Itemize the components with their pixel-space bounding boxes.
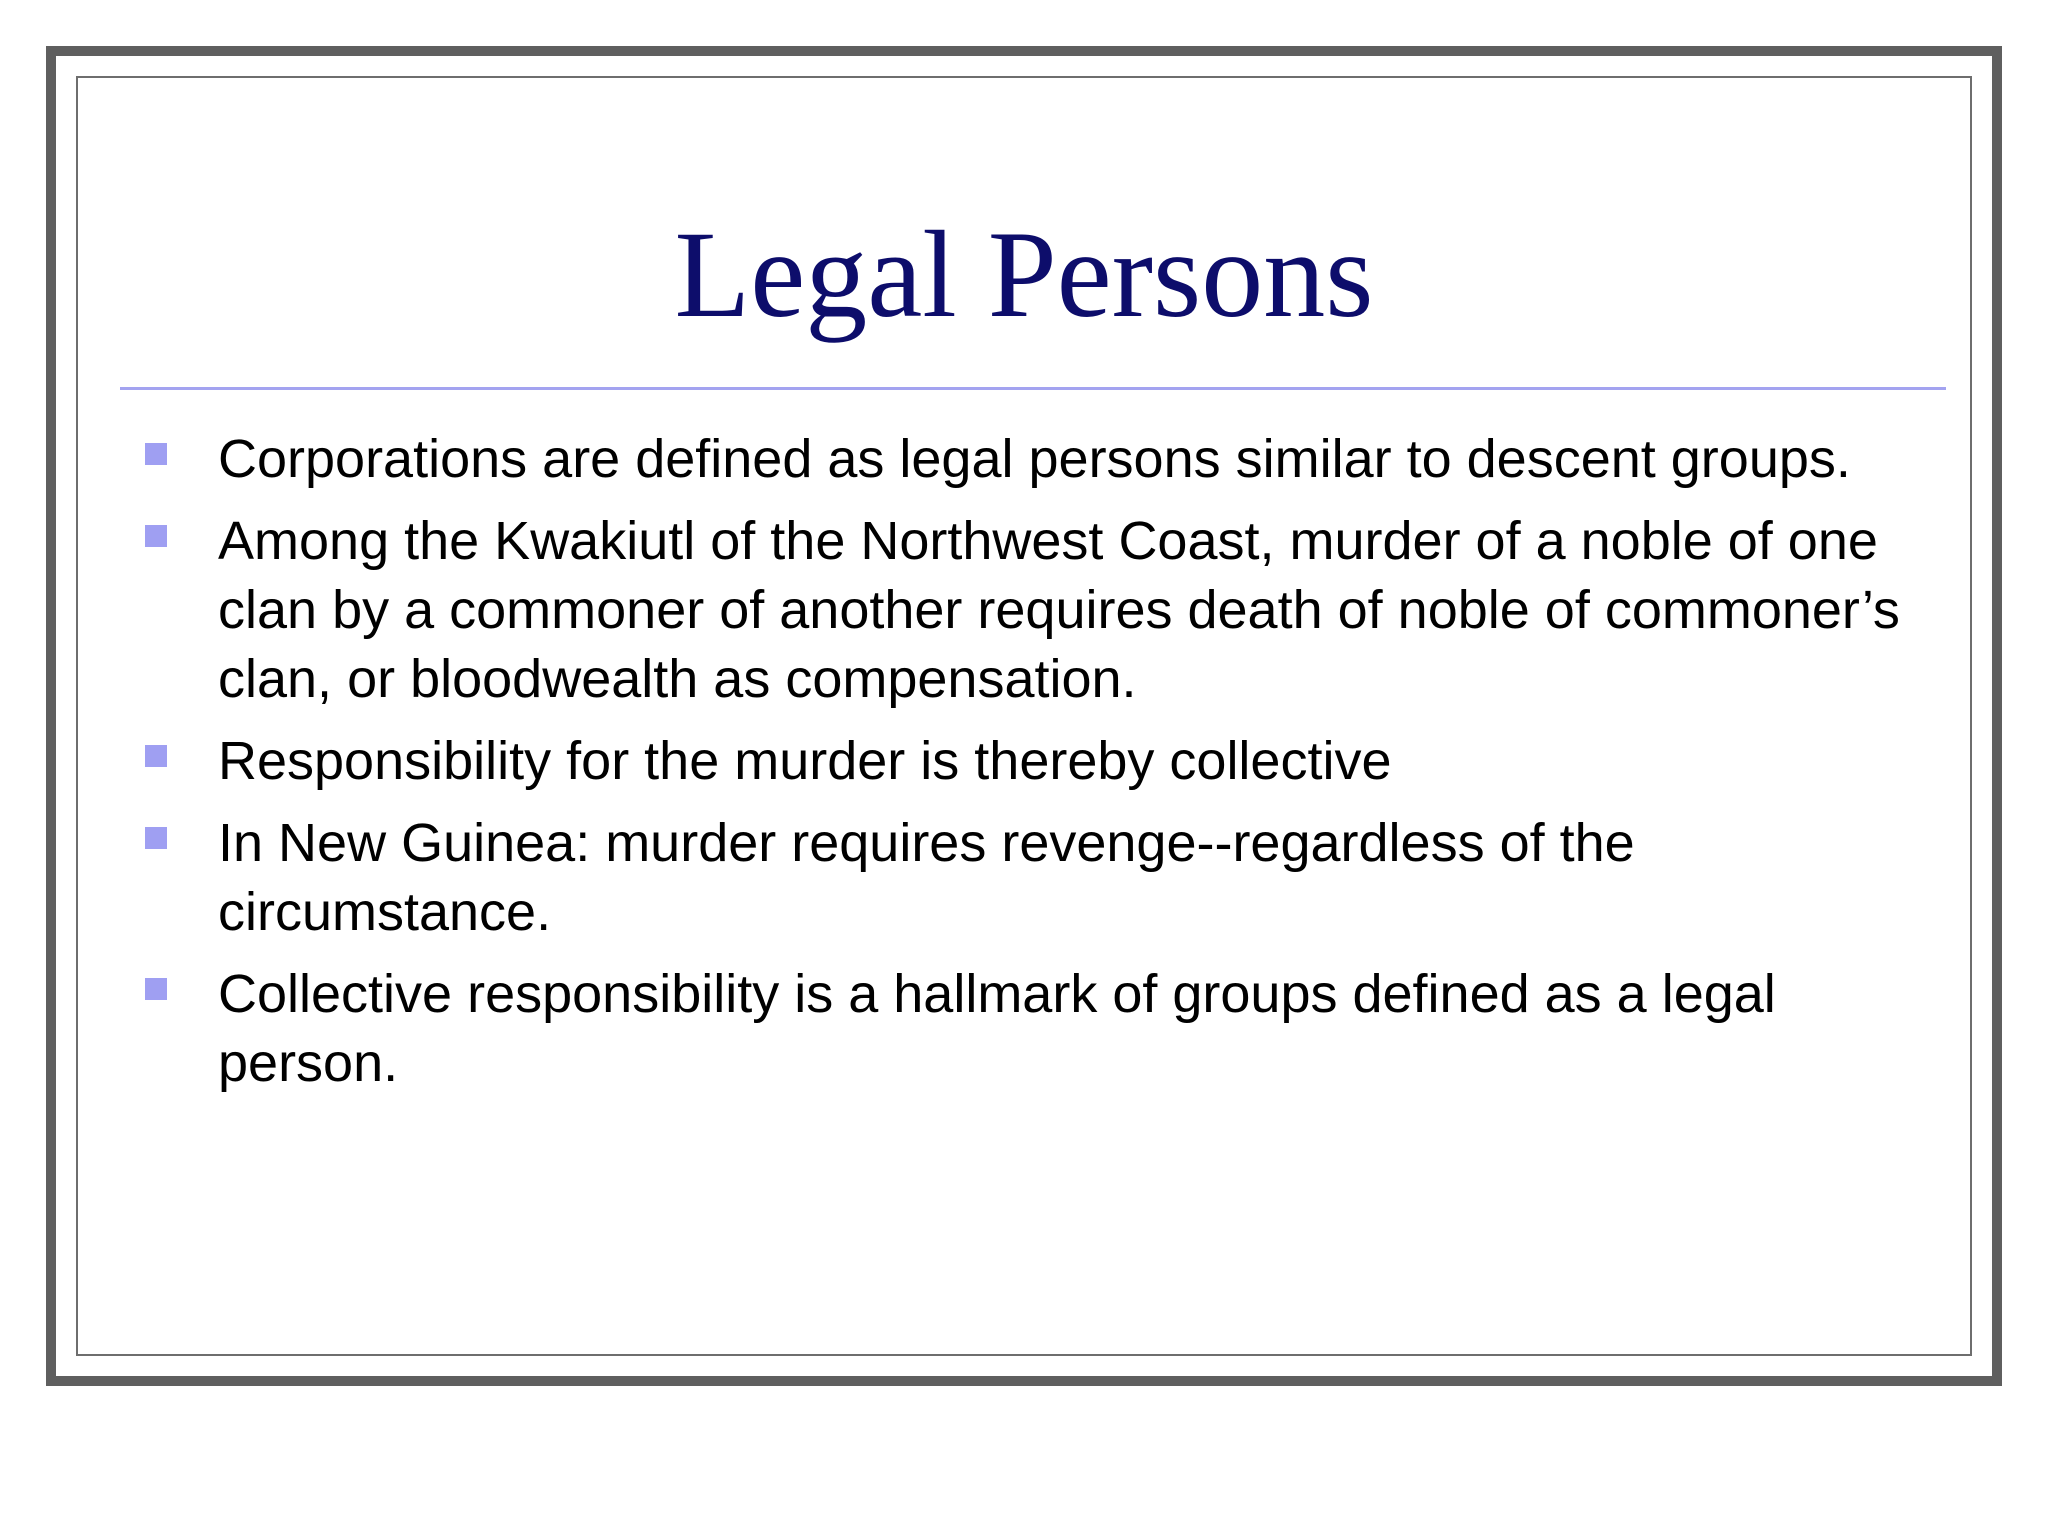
title-divider [120, 387, 1946, 390]
square-bullet-icon [145, 978, 167, 1000]
bullet-text: Collective responsibility is a hallmark of groups defined as a legal person. [218, 964, 1776, 1093]
bullet-text: In New Guinea: murder requires revenge--regardless of the circumstance. [218, 813, 1635, 942]
bullet-text: Responsibility for the murder is thereby collective [218, 731, 1392, 791]
bullet-text: Among the Kwakiutl of the Northwest Coast, murder of a noble of one clan by a commoner of another requires death of noble of commoner’s clan, or bloodwealth as compensation. [218, 511, 1900, 709]
bullet-item [145, 507, 1905, 714]
bullet-item [145, 960, 1905, 1098]
square-bullet-icon [145, 827, 167, 849]
slide-title: Legal Persons [674, 206, 1374, 343]
bullet-text: Corporations are defined as legal persons similar to descent groups. [218, 429, 1851, 489]
square-bullet-icon [145, 525, 167, 547]
bullet-item [145, 809, 1905, 947]
bullet-item [145, 425, 1905, 494]
bullet-item [145, 727, 1905, 796]
bullet-list [145, 425, 1905, 1111]
square-bullet-icon [145, 443, 167, 465]
square-bullet-icon [145, 745, 167, 767]
